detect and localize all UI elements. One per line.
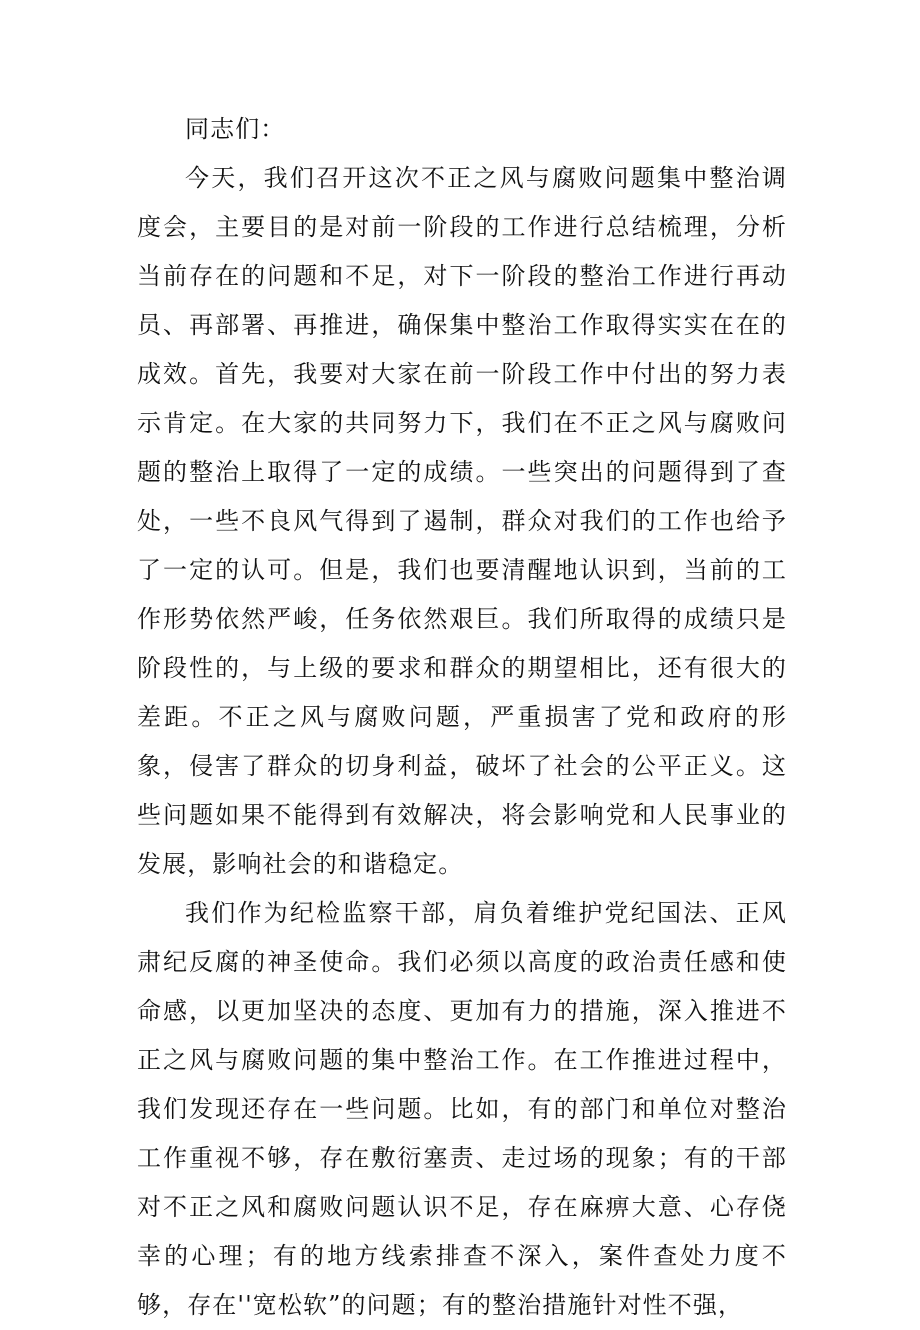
paragraph-problems: 我们作为纪检监察干部，肩负着维护党纪国法、正风肃纪反腐的神圣使命。我们必须以高度的政治责任感和使命感，以更加坚决的态度、更加有力的措施，深入推进不正之风与腐败问题的集中整治工作。在工作推进过程中，我们发现还存在一些问题。比如，有的部门和单位对整治工作重视不够，存在敷衍塞责、走过场的现象；有的干部对不正之风和腐败问题认识不足，存在麻痹大意、心存侥幸的心理；有的地方线索排查不深入，案件查处力度不够，存在''宽松软”的问题；有的整治措施针对性不强，: [137, 899, 787, 1319]
paragraph-work-review: 今天，我们召开这次不正之风与腐败问题集中整治调度会，主要目的是对前一阶段的工作进行总结梳理，分析当前存在的问题和不足，对下一阶段的整治工作进行再动员、再部署、再推进，确保集中整治工作取得实实在在的成效。首先，我要对大家在前一阶段工作中付出的努力表示肯定。在大家的共同努力下，我们在不正之风与腐败问题的整治上取得了一定的成绩。一些突出的问题得到了查处，一些不良风气得到了遏制，群众对我们的工作也给予了一定的认可。但是，我们也要清醒地认识到，当前的工作形势依然严峻，任务依然艰巨。我们所取得的成绩只是阶段性的，与上级的要求和群众的期望相比，还有很大的差距。不正之风与腐败问题，严重损害了党和政府的形象，侵害了群众的切身利益，破坏了社会的公平正义。这些问题如果不能得到有效解决，将会影响党和人民事业的发展，影响社会的和谐稳定。: [137, 164, 787, 878]
document-body: [137, 105, 787, 1330]
greeting: 同志们：: [185, 115, 286, 143]
